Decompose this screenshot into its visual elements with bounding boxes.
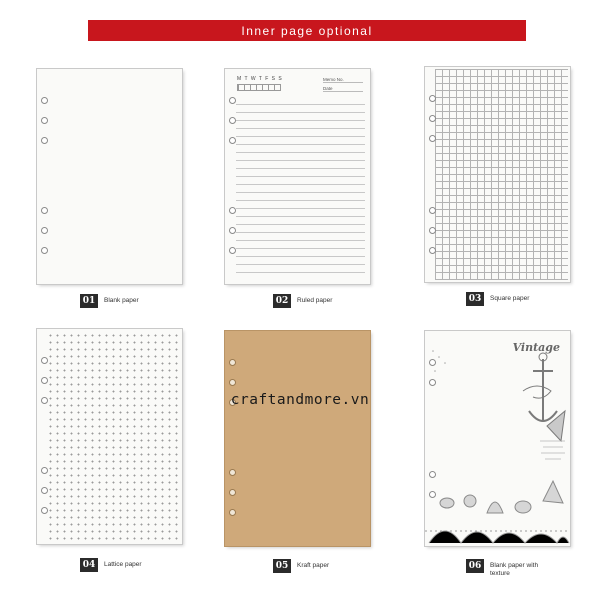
binder-hole <box>229 207 236 214</box>
binder-hole <box>429 247 436 254</box>
binder-hole <box>41 97 48 104</box>
paper-label-03 <box>466 292 529 306</box>
paper-name: Kraft paper <box>297 562 330 569</box>
binder-hole <box>429 135 436 142</box>
binder-hole <box>429 471 436 478</box>
binder-hole <box>229 489 236 496</box>
binder-hole <box>229 509 236 516</box>
binder-hole <box>41 137 48 144</box>
ruled-paper-sample <box>225 69 370 284</box>
binder-hole <box>429 115 436 122</box>
paper-name: Square paper <box>490 295 530 302</box>
binder-hole <box>429 491 436 498</box>
paper-name: Lattice paper <box>104 561 142 568</box>
page-banner <box>88 20 526 41</box>
watermark-text: craftandmore.vn <box>230 392 370 408</box>
binder-hole <box>41 207 48 214</box>
ruled-header <box>237 75 365 95</box>
binder-hole <box>229 97 236 104</box>
square-grid <box>435 69 568 280</box>
paper-number-badge: 03 <box>466 292 484 306</box>
dot-grid <box>47 332 179 541</box>
paper-label-06 <box>466 559 550 578</box>
paper-number-badge: 02 <box>273 294 291 308</box>
binder-hole <box>41 357 48 364</box>
paper-label-04 <box>80 558 142 572</box>
paper-label-05 <box>273 559 329 573</box>
memo-field: Memo No. <box>323 77 363 83</box>
paper-label-01 <box>80 294 139 308</box>
binder-hole <box>41 117 48 124</box>
binder-hole <box>429 207 436 214</box>
binder-hole <box>429 379 436 386</box>
vintage-illustration <box>425 331 570 546</box>
binder-hole <box>429 359 436 366</box>
binder-hole <box>41 377 48 384</box>
binder-hole <box>229 359 236 366</box>
lattice-paper-sample <box>37 329 182 544</box>
date-field: Date <box>323 86 363 92</box>
kraft-paper-sample <box>225 331 370 546</box>
date-grid <box>237 84 281 91</box>
blank-paper-sample <box>37 69 182 284</box>
square-paper-sample <box>425 67 570 282</box>
binder-hole <box>429 95 436 102</box>
weekday-row: M T W T F S S <box>237 76 283 82</box>
paper-label-02 <box>273 294 332 308</box>
binder-hole <box>229 117 236 124</box>
binder-hole <box>41 487 48 494</box>
paper-name: Ruled paper <box>297 297 333 304</box>
binder-hole <box>41 227 48 234</box>
binder-hole <box>229 227 236 234</box>
binder-hole <box>229 379 236 386</box>
binder-hole <box>41 247 48 254</box>
ruled-lines <box>236 97 365 278</box>
paper-number-badge: 01 <box>80 294 98 308</box>
paper-name: Blank paper with texture <box>490 562 539 577</box>
vintage-title: Vintage <box>512 341 560 354</box>
binder-hole <box>41 507 48 514</box>
paper-number-badge: 06 <box>466 559 484 573</box>
textured-paper-sample <box>425 331 570 546</box>
banner-title: Inner page optional <box>241 23 373 38</box>
binder-hole <box>429 227 436 234</box>
paper-name: Blank paper <box>104 297 139 304</box>
binder-hole <box>41 467 48 474</box>
paper-number-badge: 05 <box>273 559 291 573</box>
paper-number-badge: 04 <box>80 558 98 572</box>
binder-hole <box>229 469 236 476</box>
binder-hole <box>229 247 236 254</box>
binder-hole <box>229 137 236 144</box>
